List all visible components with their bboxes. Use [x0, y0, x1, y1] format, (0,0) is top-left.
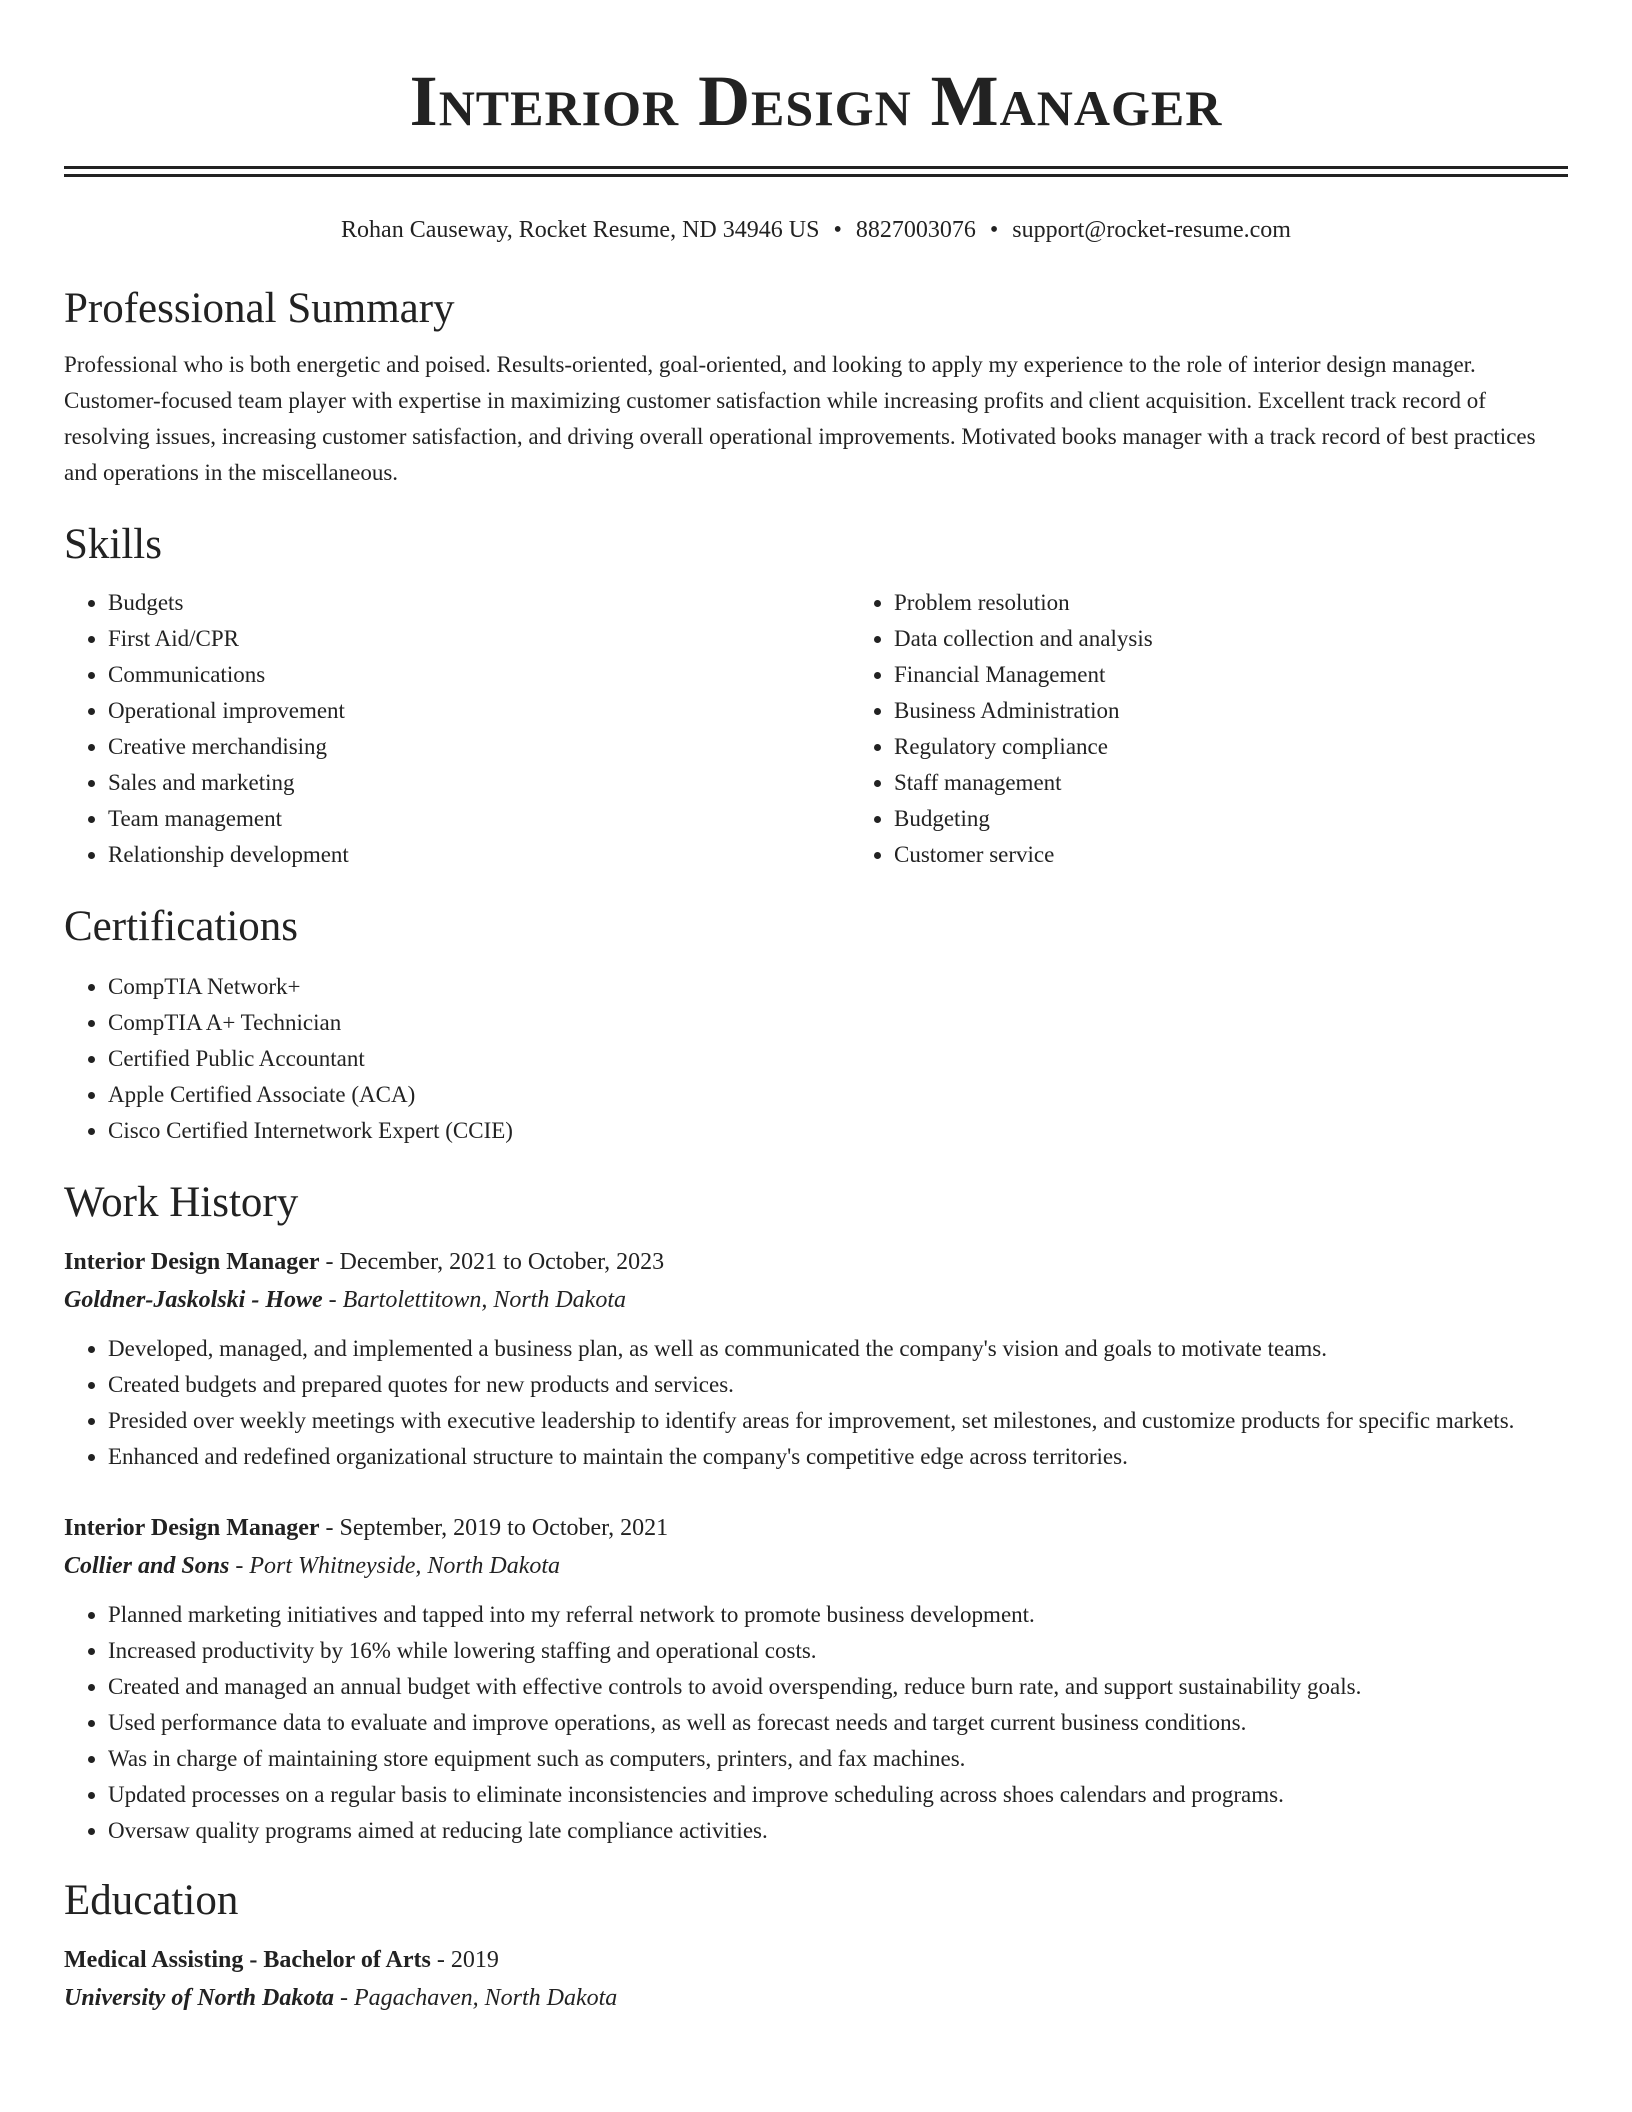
job-bullet: • Planned marketing initiatives and tapped into my referral network to promote business development. — [108, 1597, 1568, 1633]
skill-item: • Relationship development — [108, 837, 850, 873]
education-institution — [64, 1979, 1568, 2017]
job-company: Collier and Sons — [64, 1553, 230, 1579]
job-bullet: • Presided over weekly meetings with executive leadership to identify areas for improvement, set milestones, and customize products for specific markets. — [108, 1403, 1568, 1439]
job-bullet: • Oversaw quality programs aimed at reducing late compliance activities. — [108, 1813, 1568, 1849]
job-employer — [64, 1281, 1568, 1319]
job-bullet: • Used performance data to evaluate and improve operations, as well as forecast needs and target current business conditions. — [108, 1705, 1568, 1741]
skill-item: • Data collection and analysis — [894, 621, 1568, 657]
job-company: Goldner-Jaskolski - Howe — [64, 1287, 323, 1313]
contact-email: support@rocket-resume.com — [1012, 217, 1291, 243]
job-bullets — [64, 1331, 1568, 1475]
job-dates: - December, 2021 to October, 2023 — [319, 1249, 665, 1275]
job-bullet: • Created budgets and prepared quotes for new products and services. — [108, 1367, 1568, 1403]
skill-item: • First Aid/CPR — [108, 621, 850, 657]
certification-item: • Certified Public Accountant — [108, 1041, 1568, 1077]
job-employer — [64, 1547, 1568, 1585]
certifications-list — [64, 969, 1568, 1149]
resume-title: Interior Design Manager — [409, 61, 1223, 141]
skill-item: • Creative merchandising — [108, 729, 850, 765]
job-title: Interior Design Manager — [64, 1249, 320, 1275]
certification-item: • CompTIA A+ Technician — [108, 1005, 1568, 1041]
job-bullet: • Was in charge of maintaining store equipment such as computers, printers, and fax machines. — [108, 1741, 1568, 1777]
job-entry — [64, 1509, 1568, 1849]
certification-item: • Apple Certified Associate (ACA) — [108, 1077, 1568, 1113]
skill-item: • Problem resolution — [894, 585, 1568, 621]
job-bullet: • Increased productivity by 16% while lowering staffing and operational costs. — [108, 1633, 1568, 1669]
skill-item: • Staff management — [894, 765, 1568, 801]
work-history-heading: Work History — [64, 1179, 299, 1226]
skills-section — [64, 519, 1568, 873]
contact-separator: • — [833, 217, 842, 243]
skills-right-list — [850, 585, 1568, 873]
job-location: - Bartolettitown, North Dakota — [322, 1287, 626, 1313]
education-header — [64, 1941, 1568, 1979]
certification-item: • CompTIA Network+ — [108, 969, 1568, 1005]
job-bullets — [64, 1597, 1568, 1849]
education-school: University of North Dakota — [64, 1985, 334, 2011]
job-title: Interior Design Manager — [64, 1515, 320, 1541]
skill-item: • Team management — [108, 801, 850, 837]
skill-item: • Sales and marketing — [108, 765, 850, 801]
contact-phone: 8827003076 — [855, 217, 976, 243]
contact-address: Rohan Causeway, Rocket Resume, ND 34946 US — [341, 217, 820, 243]
job-bullet: • Enhanced and redefined organizational structure to maintain the company's competitive edge across territories. — [108, 1439, 1568, 1475]
job-bullet: • Updated processes on a regular basis to eliminate inconsistencies and improve scheduling across shoes calendars and programs. — [108, 1777, 1568, 1813]
title-double-rule — [64, 166, 1568, 177]
skill-item: • Communications — [108, 657, 850, 693]
job-header — [64, 1243, 1568, 1281]
job-entry — [64, 1243, 1568, 1475]
certification-item: • Cisco Certified Internetwork Expert (CCIE) — [108, 1113, 1568, 1149]
summary-section — [64, 283, 1568, 491]
skills-columns — [64, 585, 1568, 873]
summary-text: Professional who is both energetic and poised. Results-oriented, goal-oriented, and looking to apply my experience to the role of interior design manager. Customer-focused team player with expertise in maximizing customer satisfaction while increasing profits and client acquisition. Excellent track record of resolving issues, increasing customer satisfaction, and driving overall operational improvements. Motivated books manager with a track record of best practices and operations in the miscellaneous. — [64, 352, 1536, 485]
job-header — [64, 1509, 1568, 1547]
education-location: - Pagachaven, North Dakota — [334, 1985, 618, 2011]
contact-line — [64, 215, 1568, 245]
skill-item: • Financial Management — [894, 657, 1568, 693]
education-year: - 2019 — [430, 1947, 499, 1973]
education-heading: Education — [64, 1877, 239, 1924]
job-bullet: • Developed, managed, and implemented a business plan, as well as communicated the company's vision and goals to motivate teams. — [108, 1331, 1568, 1367]
education-section — [64, 1875, 1568, 2017]
job-dates: - September, 2019 to October, 2021 — [319, 1515, 669, 1541]
skill-item: • Budgeting — [894, 801, 1568, 837]
contact-separator: • — [989, 217, 999, 243]
certifications-section — [64, 901, 1568, 1149]
skill-item: • Budgets — [108, 585, 850, 621]
skills-heading: Skills — [64, 521, 162, 568]
skill-item: • Operational improvement — [108, 693, 850, 729]
job-location: - Port Whitneyside, North Dakota — [229, 1553, 561, 1579]
skills-left-list — [64, 585, 850, 873]
summary-heading: Professional Summary — [64, 285, 455, 332]
skill-item: • Customer service — [894, 837, 1568, 873]
skill-item: • Business Administration — [894, 693, 1568, 729]
skill-item: • Regulatory compliance — [894, 729, 1568, 765]
work-history-section — [64, 1177, 1568, 1849]
job-bullet: • Created and managed an annual budget with effective controls to avoid overspending, reduce burn rate, and support sustainability goals. — [108, 1669, 1568, 1705]
education-degree: Medical Assisting - Bachelor of Arts — [64, 1947, 431, 1973]
certifications-heading: Certifications — [64, 903, 299, 950]
